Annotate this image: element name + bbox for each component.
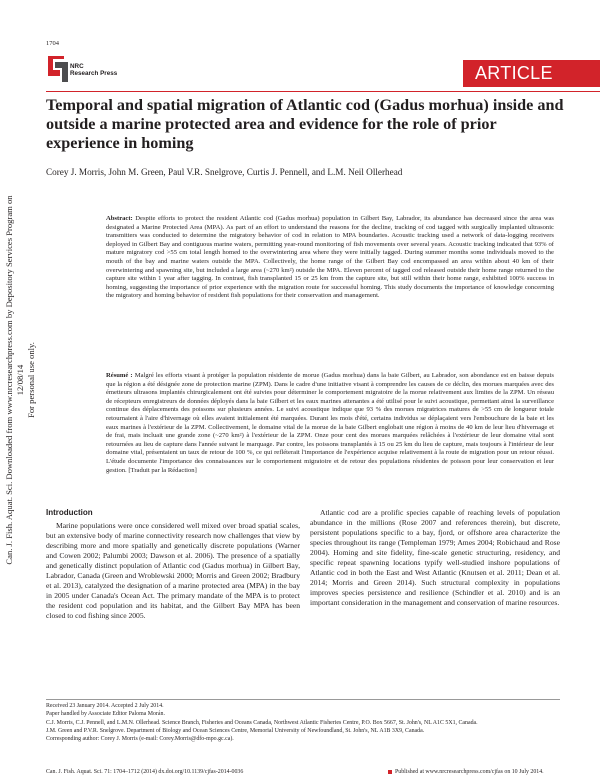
abstract-text: Despite efforts to protect the resident Atlantic cod (Gadus morhua) population in Gilbert Bay, Labrador, its abundance has decreased since the area was designated a Marine Protected Area (MPA). As part of an effort to understand the reasons for the decline, tracking of cod tagged with surgically implanted ultrasonic transmitters was conducted to determine the migratory behavior of cod in relation to MPA boundaries. Acoustic tracking used a network of data-logging receivers deployed in Gilbert Bay and contiguous marine waters, permitting year-round monitoring of fish movements over several years. Acoustic tracking indicated that 93% of mature migratory cod >55 cm total length homed to the overwintering area where they were initially tagged. During summer months some individuals moved to the mouth of the bay and marine waters outside the MPA. Collectively, the home range of the Gilbert Bay cod encompassed an area within about 40 km of their overwintering and spawning site, but included a large area (~270 km²) outside the MPA. Eleven percent of tagged cod released outside their home range returned to the capture site within 1 year after tagging. In contrast, fish transplanted 15 or 25 km from the capture site, but still within their home range, exhibited 100% success in homing, suggesting the importance of prior experience with the migration route for successful homing. This study documents the importance of knowledge concerning the migratory and homing behavior of resident fish populations for their conservation and management. (106, 215, 554, 300)
header-rule (46, 91, 600, 92)
affiliation-2: J.M. Green and P.V.R. Snelgrove. Department of Biology and Ocean Sciences Centre, Memorial University of Newfoundland, St. John's, NL A1B 3X9, Canada. (46, 727, 425, 734)
download-notice (4, 190, 37, 570)
download-notice-line1: Can. J. Fish. Aquat. Sci. Downloaded from www.nrcresearchpress.com by Depository Services Program on 12/08/14 (4, 195, 25, 565)
download-notice-line2: For personal use only. (26, 342, 36, 418)
intro-paragraph-2: Atlantic cod are a prolific species capable of reaching levels of population abundance in the millions (Rose 2007 and references therein), but discrete, persistent populations specific to a bay, fjord, or offshore area characterize the species throughout its range (Templeman 1979; Ames 2004; Robichaud and Rose 2004). Homing and site fidelity, fine-scale genetic structuring, residency, and specific repeat spawning locations typify well-studied inshore populations of Atlantic cod in both the East and West Atlantic (Knutsen et al. 2011; Dean et al. 2014; Morris and Green 2014). Such structural complexity in populations improves species persistence and resilience (Schindler et al. 2010) and is an important consideration in the management and conservation of marine resources. (310, 508, 560, 607)
section-heading-introduction: Introduction (46, 508, 93, 517)
publisher-name (70, 63, 117, 77)
footnotes (46, 702, 560, 743)
article-title: Temporal and spatial migration of Atlantic cod (Gadus morhua) inside and outside a marine protected area and evidence for the role of prior experience in homing (46, 96, 564, 152)
publisher-line2: Research Press (70, 70, 118, 77)
abstract-english (106, 215, 554, 301)
left-column (46, 508, 300, 621)
page-number: 1704 (46, 40, 59, 47)
citation-footer: Can. J. Fish. Aquat. Sci. 71: 1704–1712 (2014) dx.doi.org/10.1139/cjfas-2014-0036 (46, 769, 244, 775)
resume-label: Résumé : (106, 372, 133, 379)
intro-paragraph-1: Marine populations were once considered well mixed over broad spatial scales, but an extensive body of marine connectivity research now challenges that view by describing more and more spatially and genetically discrete populations (Warner and Cowen 2002; Palumbi 2003; Dawson et al. 2006). The presence of a spatially and genetically distinct population of Atlantic cod (Gadus morhua) in Gilbert Bay, Labrador, Canada (Green and Wroblewski 2000; Morris and Green 2002; Bradbury et al. 2013), catalyzed the designation of a marine protected area (MPA) in the bay in 2005 under Canada's Ocean Act. The primary mandate of the MPA is to protect the resident cod population and its habitat, and the Gilbert Bay MPA has been closed to cod fishing since 2005. (46, 521, 300, 620)
abstract-label: Abstract: (106, 215, 133, 222)
footnote-rule (46, 699, 560, 700)
publisher-line1: NRC (70, 63, 84, 70)
affiliation-1: C.J. Morris, C.J. Pennell, and L.M.N. Ollerhead. Science Branch, Fisheries and Oceans Canada, Northwest Atlantic Fisheries Centre, P.O. Box 5667, St. John's, NL A1C 5X1, Canada. (46, 719, 478, 726)
article-banner: ARTICLE (463, 60, 600, 87)
resume-text: Malgré les efforts visant à protéger la population résidente de morue (Gadus morhua) dans la baie Gilbert, au Labrador, son abondance est en baisse depuis que la région a été désignée zone de protection marine (ZPM). Dans le cadre d'une initiative visant à comprendre les causes de ce déclin, des morues marquées avec des émetteurs ultrasons implantés chirurgicalement ont été suivies pour déterminer le comportement migratoire de la morue relativement aux limites de la ZPM. Un réseau de récepteurs enregistreurs de données déployés dans la baie Gilbert et les eaux marines attenantes a été utilisé pour le suivi acoustique, permettant ainsi la surveillance continue des déplacements des poissons sur plusieurs années. Le suivi acoustique indique que 93 % des morues migratrices matures de >55 cm de longueur totale retournaient à l'aire d'hivernage où elles avaient initialement été marquées. Durant les mois d'été, certains individus se déplaçaient vers l'embouchure de la baie et les eaux marines à l'extérieur de la ZPM. Collectivement, le domaine vital de la morue de la baie Gilbert englobait une région à moins de 40 km de leur lieu d'hivernage et de frai, mais incluait une grande zone (~270 km²) à l'extérieur de la ZPM. Onze pour cent des morues marquées relâchées à l'extérieur de leur domaine vital sont retournées au lieu de capture dans l'année suivant le marquage. Par contre, les poissons transplantés à 15 ou 25 km du lieu de capture, mais toujours à l'intérieur de leur domaine vital, présentaient un taux de retour de 100 %, ce qui refléterait l'importance de l'expérience acquise relativement à la route de migration pour un retour réussi. L'étude documente l'importance des connaissances sur le comportement migratoire et de retour des populations résidentes de poisson pour leur conservation et leur gestion. [Traduit par la Rédaction] (106, 372, 554, 474)
red-square-icon (388, 770, 392, 774)
handling-editor: Paper handled by Associate Editor Paloma Morán. (46, 711, 165, 718)
abstract-french (106, 372, 554, 475)
publication-footer (388, 769, 544, 775)
publication-footer-text: Published at www.nrcresearchpress.com/cjfas on 10 July 2014. (395, 769, 544, 775)
right-column (310, 508, 560, 608)
corresponding-author: Corresponding author: Corey J. Morris (e-mail: Corey.Morris@dfo-mpo.gc.ca). (46, 736, 234, 743)
author-list: Corey J. Morris, John M. Green, Paul V.R. Snelgrove, Curtis J. Pennell, and L.M. Neil Ollerhead (46, 167, 403, 177)
received-dates: Received 23 January 2014. Accepted 2 July 2014. (46, 703, 164, 709)
